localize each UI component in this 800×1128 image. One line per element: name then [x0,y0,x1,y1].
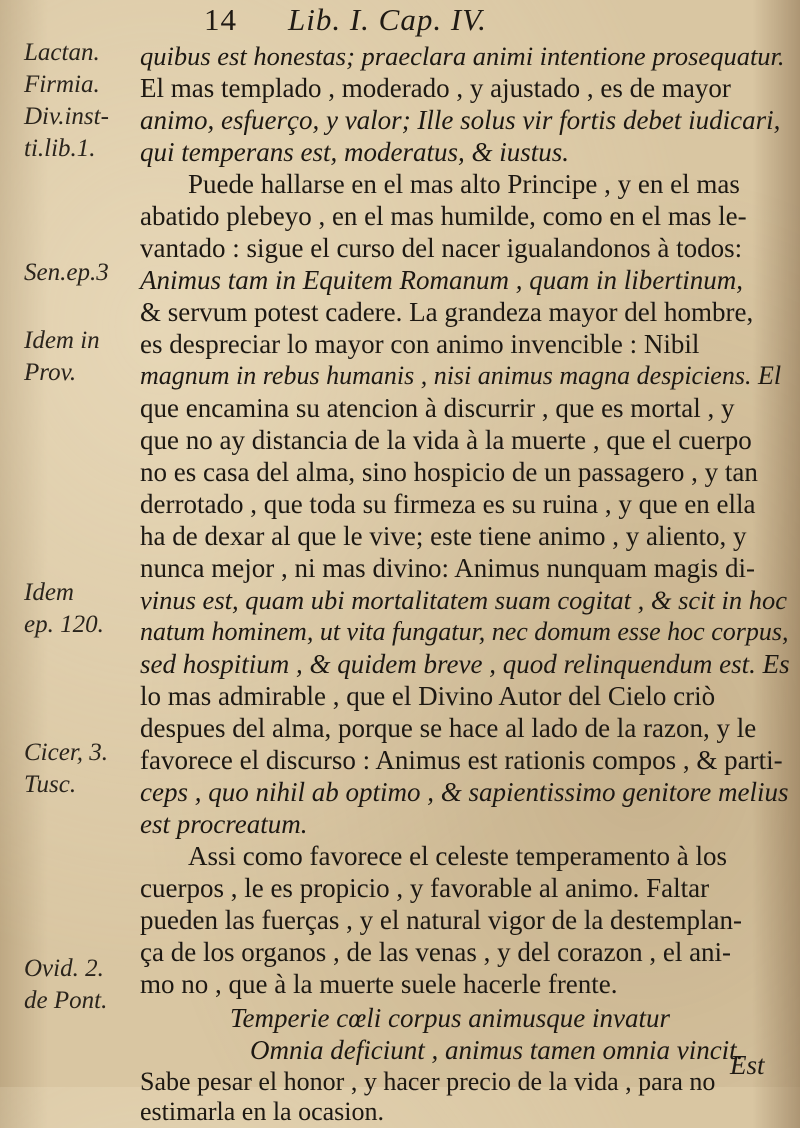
catchword: Est [730,1050,765,1080]
margin-note: Cicer, 3. [24,739,109,766]
margin-note: Idem in [24,327,100,354]
text-line: El mas templado , moderado , y ajustado , es de mayor [140,73,731,103]
margin-note: de Pont. [24,987,108,1014]
margin-note: Div.inst- [24,103,109,130]
text-line: magnum in rebus humanis , nisi animus magna despiciens. El [140,361,782,390]
margin-note: Sen.ep.3 [24,259,109,286]
page-number: 14 [204,2,237,37]
text-line: quibus est honestas; praeclara animi intentione prosequatur. [140,41,785,71]
margin-note: Prov. [24,359,77,386]
running-head: Lib. I. Cap. IV. [288,2,487,37]
text-line: ha de dexar al que le vive; este tiene animo , y aliento, y [140,521,747,551]
text-line: ça de los organos , de las venas , y del corazon , el ani- [140,937,732,967]
text-line: no es casa del alma, sino hospicio de un passagero , y tan [140,457,758,487]
text-line: natum hominem, ut vita fungatur, nec domum esse hoc corpus, [140,617,789,646]
verse-line: Temperie cœli corpus animusque invatur [230,1003,670,1033]
text-line: qui temperans est, moderatus, & iustus. [140,137,569,167]
text-line: vinus est, quam ubi mortalitatem suam cogitat , & scit in hoc [140,585,787,615]
text-line: lo mas admirable , que el Divino Autor del Cielo criò [140,681,716,711]
margin-note: Lactan. [24,39,100,66]
margin-note: Tusc. [24,771,77,798]
text-line: Assi como favorece el celeste temperamento à los [188,841,728,871]
text-line: nunca mejor , ni mas divino: Animus nunquam magis di- [140,553,755,583]
text-line: est procreatum. [140,809,308,839]
text-line: mo no , que à la muerte suele hacerle frente. [140,969,618,999]
text-line: es despreciar lo mayor con animo invencible : Nibil [140,329,700,359]
margin-note: Idem [24,579,74,606]
page-header [200,2,800,38]
text-line: abatido plebeyo , en el mas humilde, como en el mas le- [140,201,747,231]
text-line: animo, esfuerço, y valor; Ille solus vir fortis debet iudicari, [140,105,781,135]
text-line: Sabe pesar el honor , y hacer precio de la vida , para no [140,1067,716,1096]
text-line: vantado : sigue el curso del nacer igualandonos à todos: [140,233,743,263]
text-line: estimarla en la ocasion. [140,1097,385,1126]
text-line: sed hospitium , & quidem breve , quod relinquendum est. Es [140,649,790,679]
text-line: despues del alma, porque se hace al lado de la razon, y le [140,713,757,743]
text-line: que encamina su atencion à discurrir , que es mortal , y [140,393,735,423]
text-line: derrotado , que toda su firmeza es su ruina , y que en ella [140,489,756,519]
text-line: favorece el discurso : Animus est rationis compos , & parti- [140,745,783,775]
verse-line: Omnia deficiunt , animus tamen omnia vincit. [250,1035,744,1065]
margin-note: Firmia. [24,71,100,98]
text-line: ceps , quo nihil ab optimo , & sapientissimo genitore melius [140,777,789,807]
text-line: Animus tam in Equitem Romanum , quam in libertinum, [140,265,743,295]
margin-note: ti.lib.1. [24,135,96,162]
text-line: Puede hallarse en el mas alto Principe , y en el mas [188,169,740,199]
margin-note: Ovid. 2. [24,955,104,982]
text-line: & servum potest cadere. La grandeza mayor del hombre, [140,297,754,327]
text-line: que no ay distancia de la vida à la muerte , que el cuerpo [140,425,752,455]
text-line: cuerpos , le es propicio , y favorable al animo. Faltar [140,873,710,903]
margin-note: ep. 120. [24,611,104,638]
text-line: pueden las fuerças , y el natural vigor de la destemplan- [140,905,743,935]
